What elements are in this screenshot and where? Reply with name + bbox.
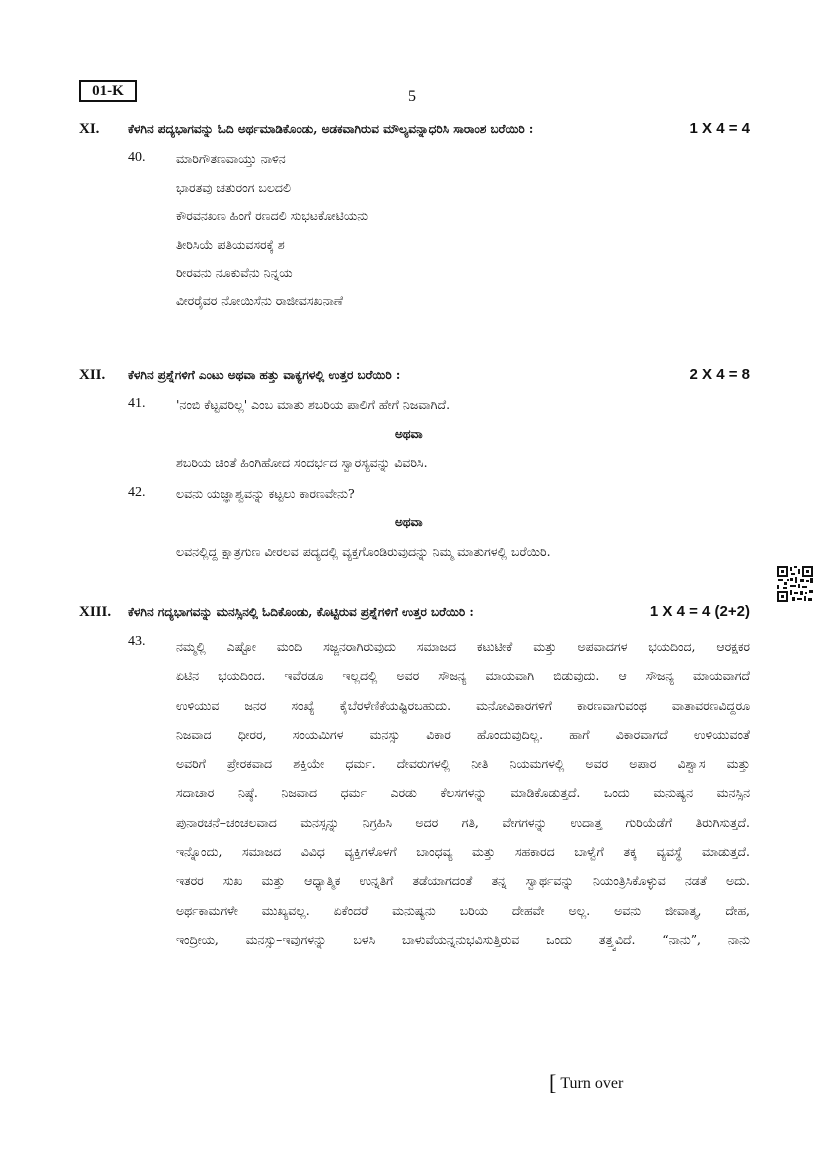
question-alt-text-41: ಶಬರಿಯ ಚಿಂತೆ ಹಿಂಗಿಹೋದ ಸಂದರ್ಭದ ಸ್ವಾರಸ್ಯವನ್ನು ವಿವರಿಸಿ. <box>176 455 428 470</box>
passage-line: ಇನ್ನೊಂದು, ಸಮಾಜದ ವಿವಿಧ ವ್ಯಕ್ತಿಗಳೊಳಗೆ ಬಾಂಧವ್ಯ ಮತ್ತು ಸಹಕಾರದ ಬಾಳ್ವೆಗೆ ತಕ್ಕ ವ್ಯವಸ್ಥೆ ಮಾಡುತ್ತದೆ. <box>176 844 750 860</box>
paper-code: 01-K <box>79 80 137 102</box>
question-number-42: 42. <box>128 485 146 500</box>
poem-line: ಭಾರತವು ಚತುರಂಗ ಬಲದಲಿ <box>176 180 291 195</box>
section-instruction-xi: ಕೆಳಗಿನ ಪದ್ಯಭಾಗವನ್ನು ಓದಿ ಅರ್ಥಮಾಡಿಕೊಂಡು, ಅಡಕವಾಗಿರುವ ಮೌಲ್ಯವನ್ನಾಧರಿಸಿ ಸಾರಾಂಶ ಬರೆಯಿರಿ : <box>128 122 534 136</box>
section-marks-xii: 2 X 4 = 8 <box>689 366 750 383</box>
or-label-41: ಅಥವಾ <box>395 427 423 441</box>
section-number-xii: XII. <box>79 367 106 383</box>
poem-line: ವೀರರೈವರ ನೋಯಿಸೆನು ರಾಜೀವಸಖನಾಣೆ <box>176 293 344 308</box>
question-number-41: 41. <box>128 396 146 411</box>
passage-line: ಇತರರ ಸುಖ ಮತ್ತು ಆಧ್ಯಾತ್ಮಿಕ ಉನ್ನತಿಗೆ ತಡೆಯಾಗದಂತೆ ತನ್ನ ಸ್ವಾರ್ಥವನ್ನು ನಿಯಂತ್ರಿಸಿಕೊಳ್ಳುವ ನಡತೆ ಅದು. <box>176 873 750 889</box>
qr-code-icon <box>776 565 814 603</box>
poem-line: ರೀರವನು ನೂಕುವೆನು ನಿನ್ನಯ <box>176 265 293 280</box>
section-instruction-xii: ಕೆಳಗಿನ ಪ್ರಶ್ನೆಗಳಿಗೆ ಎಂಟು ಅಥವಾ ಹತ್ತು ವಾಕ್ಯಗಳಲ್ಲಿ ಉತ್ತರ ಬರೆಯಿರಿ : <box>128 368 401 382</box>
page-number: 5 <box>408 88 416 105</box>
or-label-42: ಅಥವಾ <box>395 515 423 529</box>
question-alt-text-42: ಲವನಲ್ಲಿದ್ದ ಕ್ಷಾತ್ರಗುಣ ವೀರಲವ ಪದ್ಯದಲ್ಲಿ ವ್ಯಕ್ತಗೊಂಡಿರುವುದನ್ನು ನಿಮ್ಮ ಮಾತುಗಳಲ್ಲಿ ಬರೆಯಿರಿ. <box>176 544 551 559</box>
passage-line: ಅವರಿಗೆ ಪ್ರೇರಕವಾದ ಶಕ್ತಿಯೇ ಧರ್ಮ. ದೇವರುಗಳಲ್ಲಿ ನೀತಿ ನಿಯಮಗಳಲ್ಲಿ ಅವರ ಅಪಾರ ವಿಶ್ವಾಸ ಮತ್ತು <box>176 756 750 772</box>
question-number-40: 40. <box>128 150 146 165</box>
passage-line: ಇಂದ್ರೀಯ, ಮನಸ್ಸು–ಇವುಗಳನ್ನು ಬಳಸಿ ಬಾಳುವೆಯನ್ನನುಭವಿಸುತ್ತಿರುವ ಒಂದು ತತ್ತ್ವವಿದೆ. “ನಾನು”, ನಾನು <box>176 931 750 947</box>
passage-line: ಅರ್ಥಕಾಮಗಳೇ ಮುಖ್ಯವಲ್ಲ. ಏಕೆಂದರೆ ಮನುಷ್ಯನು ಬರಿಯ ದೇಹವೇ ಅಲ್ಲ. ಅವನು ಜೀವಾತ್ಮ, ದೇಹ, <box>176 902 750 918</box>
passage <box>176 632 750 954</box>
question-number-43: 43. <box>128 634 146 649</box>
turn-over-label <box>549 1068 623 1094</box>
question-text-41: 'ನಂಬಿ ಕೆಟ್ಟವರಿಲ್ಲ' ಎಂಬ ಮಾತು ಶಬರಿಯ ಪಾಲಿಗೆ ಹೇಗೆ ನಿಜವಾಗಿದೆ. <box>176 397 451 412</box>
passage-line: ಪುನಾರಚನೆ–ಚಂಚಲವಾದ ಮನಸ್ಸನ್ನು ನಿಗ್ರಹಿಸಿ ಅದರ ಗತಿ, ವೇಗಗಳನ್ನು ಉದಾತ್ತ ಗುರಿಯೆಡೆಗೆ ತಿರುಗಿಸುತ್ತದೆ. <box>176 814 750 830</box>
passage-line: ಏಟಿನ ಭಯದಿಂದ. ಇವೆರಡೂ ಇಲ್ಲದಲ್ಲಿ ಅವರ ಸೌಜನ್ಯ ಮಾಯವಾಗಿ ಬಿಡುವುದು. ಆ ಸೌಜನ್ಯ ಮಾಯವಾಗದೆ <box>176 668 750 684</box>
passage-line: ನಮ್ಮಲ್ಲಿ ಎಷ್ಟೋ ಮಂದಿ ಸಜ್ಜನರಾಗಿರುವುದು ಸಮಾಜದ ಕಟುಟೀಕೆ ಮತ್ತು ಅಪವಾದಗಳ ಭಯದಿಂದ, ಆರಕ್ಷಕರ <box>176 639 750 654</box>
section-marks-xi: 1 X 4 = 4 <box>689 120 750 137</box>
bracket-glyph: [ <box>549 1070 557 1095</box>
poem-line: ತೀರಿಸಿಯೆ ಪತಿಯವಸರಕ್ಕೆ ಶ <box>176 237 285 252</box>
turn-over-text: Turn over <box>560 1075 624 1092</box>
passage-line: ನಿಜವಾದ ಧೀರರ, ಸಂಯಮಿಗಳ ಮನಸ್ಸು ವಿಕಾರ ಹೊಂದುವುದಿಲ್ಲ. ಹಾಗೆ ವಿಕಾರವಾಗದೆ ಉಳಿಯುವಂತೆ <box>176 726 750 742</box>
section-instruction-xiii: ಕೆಳಗಿನ ಗದ್ಯಭಾಗವನ್ನು ಮನಸ್ಸಿನಲ್ಲಿ ಓದಿಕೊಂಡು, ಕೊಟ್ಟಿರುವ ಪ್ರಶ್ನೆಗಳಿಗೆ ಉತ್ತರ ಬರೆಯಿರಿ : <box>128 605 474 619</box>
passage-line: ಸದಾಚಾರ ನಿಷ್ಠೆ. ನಿಜವಾದ ಧರ್ಮ ಎರಡು ಕೆಲಸಗಳನ್ನು ಮಾಡಿಕೊಡುತ್ತದೆ. ಒಂದು ಮನುಷ್ಯನ ಮನಸ್ಸಿನ <box>176 785 750 801</box>
section-number-xiii: XIII. <box>79 604 112 620</box>
section-number-xi: XI. <box>79 121 100 137</box>
section-marks-xiii: 1 X 4 = 4 (2+2) <box>649 603 750 620</box>
poem-line: ಕೌರವನಖಣ ಹಿಂಗೆ ರಣದಲಿ ಸುಭಟಕೋಟಿಯನು <box>176 208 369 223</box>
passage-line: ಉಳಿಯುವ ಜನರ ಸಂಖ್ಯೆ ಕೈಬೆರಳೆಣಿಕೆಯಷ್ಟಿರಬಹುದು. ಮನೋವಿಕಾರಗಳಿಗೆ ಕಾರಣವಾಗುವಂಥ ವಾತಾವರಣವಿದ್ದರೂ <box>176 697 750 713</box>
poem-line: ಮಾರಿಗೌತಣವಾಯ್ತು ನಾಳಿನ <box>176 151 286 166</box>
question-text-42: ಲವನು ಯಜ್ಞಾಶ್ವವನ್ನು ಕಟ್ಟಲು ಕಾರಣವೇನು? <box>176 486 355 501</box>
